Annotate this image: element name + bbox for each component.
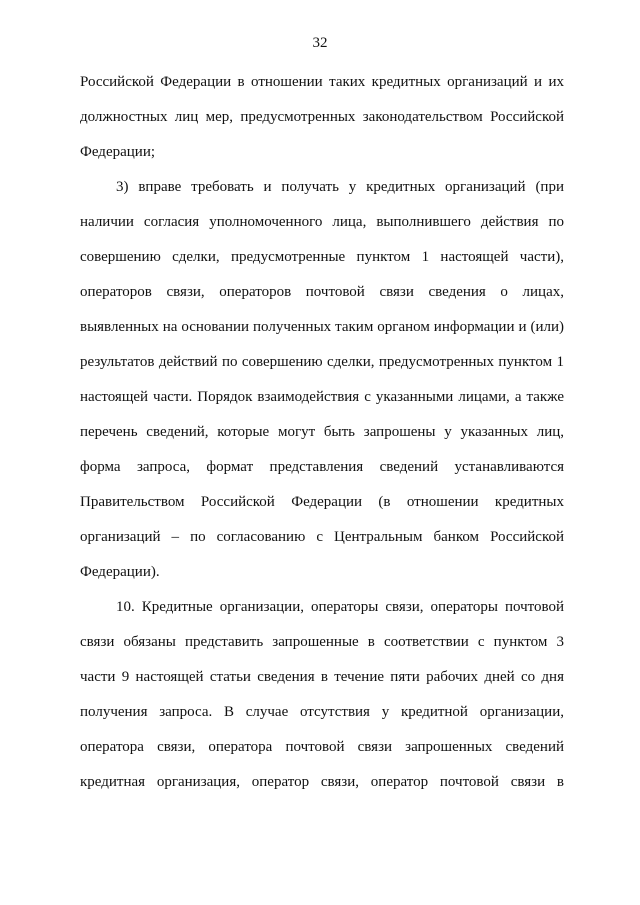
text-line: оператора связи, оператора почтовой связи запрошенных сведений <box>80 739 564 755</box>
text-line: Российской Федерации в отношении таких кредитных организаций и их <box>80 74 564 90</box>
text-line: Правительством Российской Федерации (в отношении кредитных <box>80 494 564 510</box>
text-line: 10. Кредитные организации, операторы связи, операторы почтовой <box>116 599 564 615</box>
text-line: связи обязаны представить запрошенные в соответствии с пунктом 3 <box>80 634 564 650</box>
page-number: 32 <box>312 35 328 51</box>
text-line: результатов действий по совершению сделки, предусмотренных пунктом 1 <box>80 354 564 370</box>
text-line: совершению сделки, предусмотренные пунктом 1 настоящей части), <box>80 249 564 265</box>
text-line: получения запроса. В случае отсутствия у кредитной организации, <box>80 704 564 720</box>
text-line: операторов связи, операторов почтовой связи сведения о лицах, <box>80 284 564 300</box>
text-line: перечень сведений, которые могут быть запрошены у указанных лиц, <box>80 424 564 440</box>
text-line: кредитная организация, оператор связи, оператор почтовой связи в <box>80 774 564 790</box>
text-line: Федерации). <box>80 564 160 580</box>
text-line: настоящей части. Порядок взаимодействия с указанными лицами, а также <box>80 389 564 405</box>
text-line: выявленных на основании полученных таким органом информации и (или) <box>80 319 564 335</box>
text-line: организаций – по согласованию с Центральным банком Российской <box>80 529 564 545</box>
text-line: наличии согласия уполномоченного лица, выполнившего действия по <box>80 214 564 230</box>
text-line: Федерации; <box>80 144 156 160</box>
text-line: должностных лиц мер, предусмотренных законодательством Российской <box>80 109 564 125</box>
text-line: части 9 настоящей статьи сведения в течение пяти рабочих дней со дня <box>80 669 564 685</box>
text-line: форма запроса, формат представления сведений устанавливаются <box>80 459 564 475</box>
text-line: 3) вправе требовать и получать у кредитных организаций (при <box>116 179 564 195</box>
